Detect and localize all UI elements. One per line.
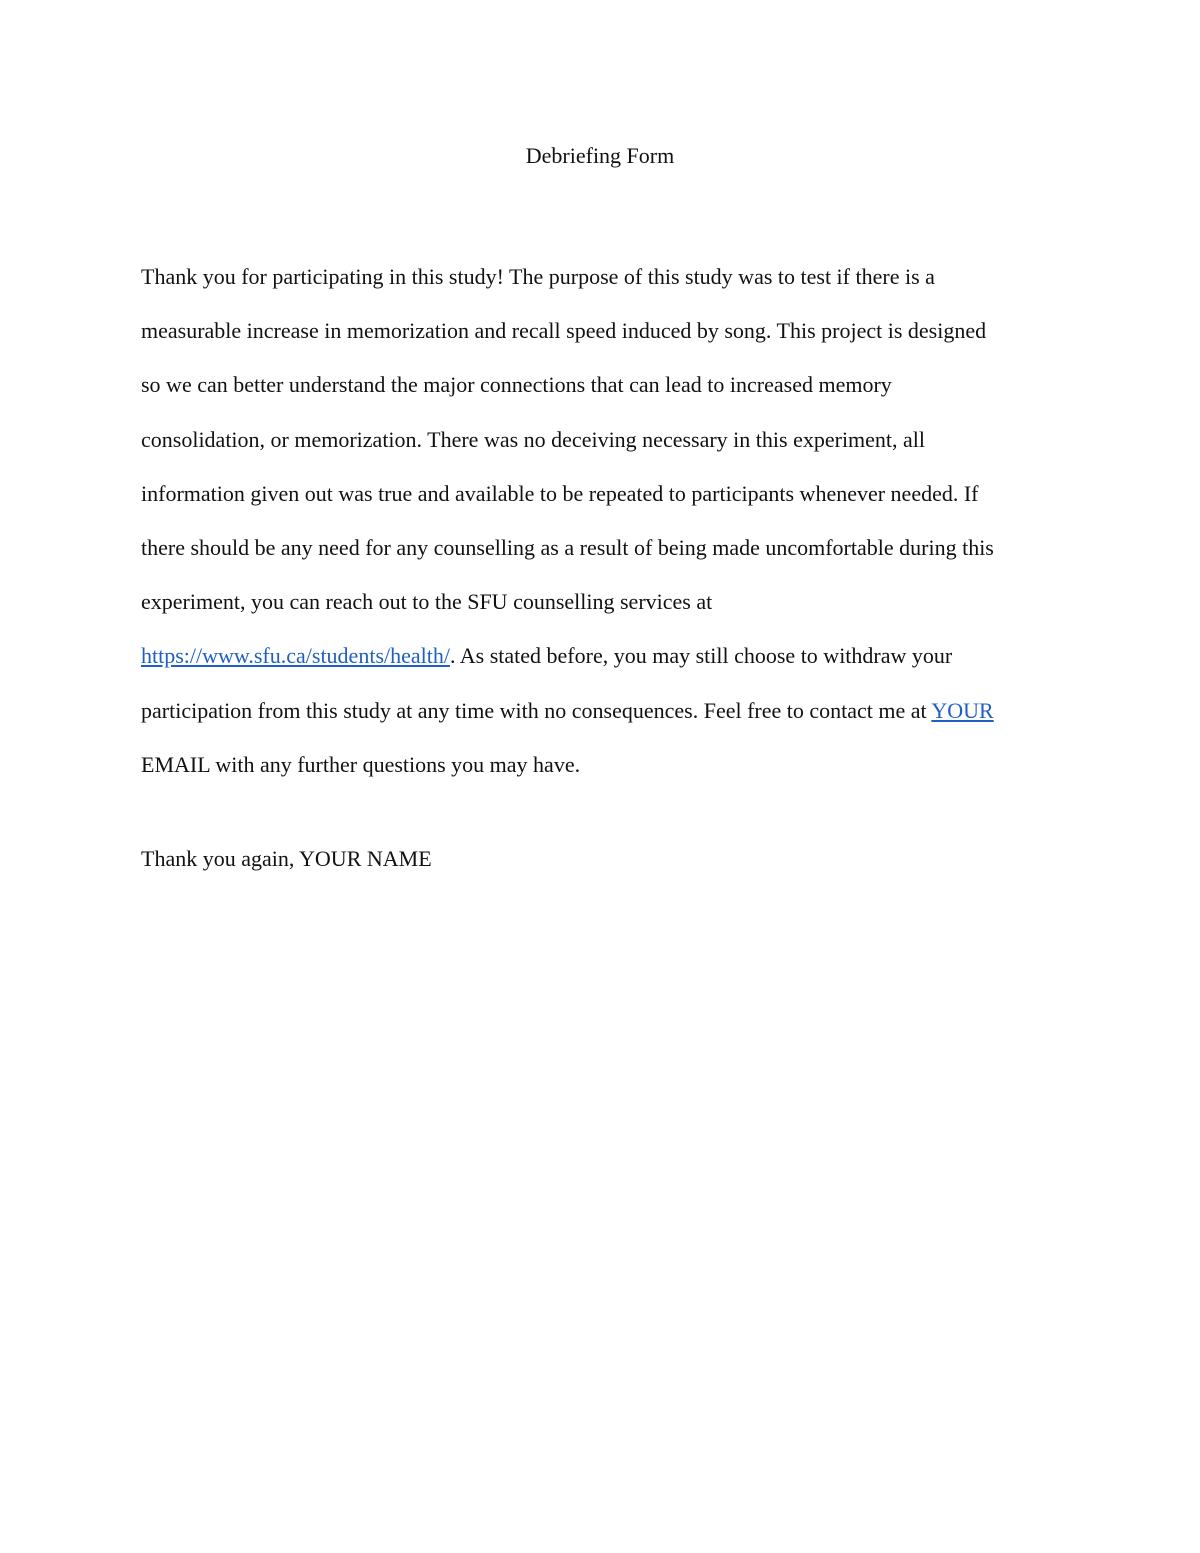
document-title: Debriefing Form [525, 143, 675, 168]
email-link[interactable]: YOUR [931, 697, 994, 723]
paragraph-line-6: there should be any need for any counselling as a result of being made uncomfortable during this [141, 535, 994, 561]
paragraph-line-1: Thank you for participating in this study! The purpose of this study was to test if there is a [141, 264, 935, 289]
paragraph-line-7: experiment, you can reach out to the SFU counselling services at [141, 589, 713, 615]
paragraph-line-3: so we can better understand the major connections that can lead to increased memory [141, 372, 892, 398]
sfu-health-link[interactable]: https://www.sfu.ca/students/health/ [141, 643, 450, 669]
paragraph-line-4: consolidation, or memorization. There was no deceiving necessary in this experiment, all [141, 426, 926, 452]
paragraph-line-9-text: participation from this study at any time with no consequences. Feel free to contact me at [141, 697, 932, 723]
paragraph-line-8-text: . As stated before, you may still choose to withdraw your [449, 643, 953, 669]
paragraph-line-10: EMAIL with any further questions you may have. [141, 751, 581, 777]
debriefing-paragraph [141, 250, 1071, 792]
paragraph-line-2: measurable increase in memorization and recall speed induced by song. This project is designed [141, 318, 987, 344]
paragraph-line-5: information given out was true and available to be repeated to participants whenever needed. If [141, 480, 979, 506]
paragraph-line-8 [141, 629, 1071, 683]
closing-line: Thank you again, YOUR NAME [141, 846, 432, 871]
paragraph-line-9 [141, 684, 1071, 738]
